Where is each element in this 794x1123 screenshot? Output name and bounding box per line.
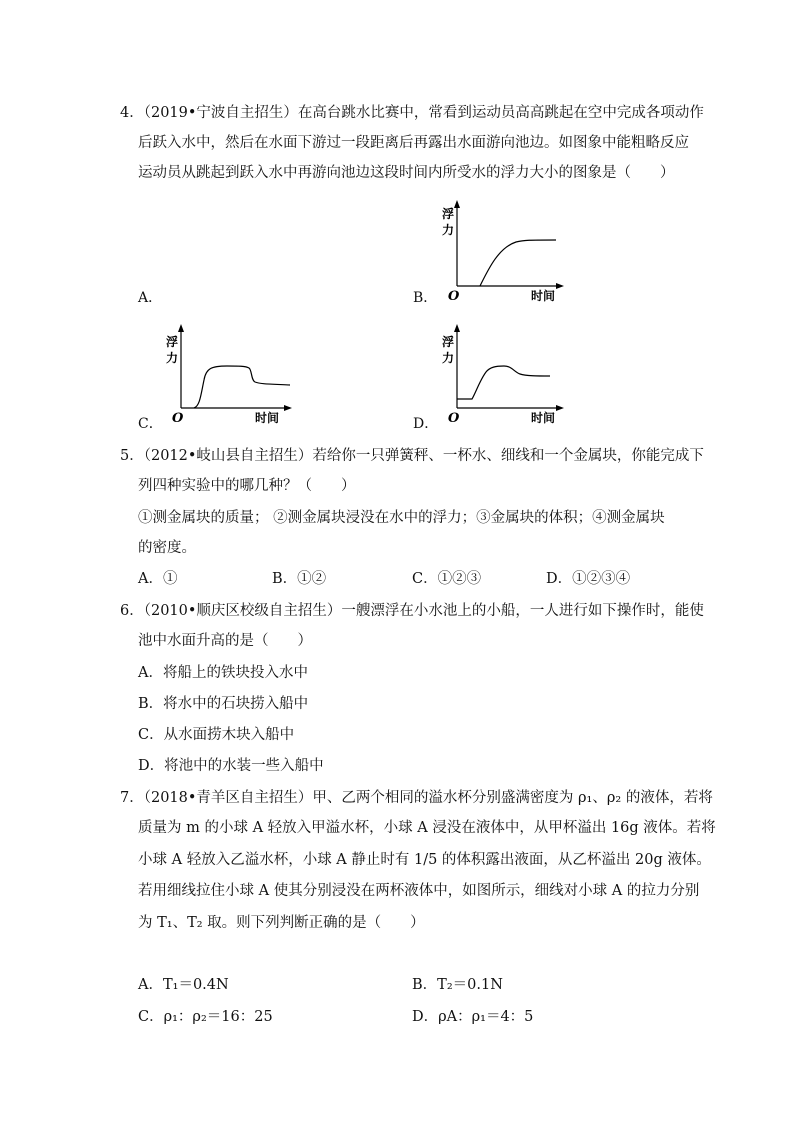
- q7-option-d: D．ρA：ρ₁＝4：5: [412, 1009, 534, 1025]
- q4-option-d-label: D．: [413, 416, 439, 432]
- graph-ylabel-char2: 力: [442, 223, 455, 237]
- q7-option-c: C．ρ₁：ρ₂＝16：25: [138, 1009, 273, 1025]
- graph-xlabel: 时间: [531, 289, 556, 303]
- q5-line-2: 列四种实验中的哪几种？（ ）: [138, 478, 356, 494]
- graph-ylabel-char1: 浮: [442, 335, 455, 349]
- q4-line-3: 运动员从跳起到跃入水中再游向池边这段时间内所受水的浮力大小的图象是（ ）: [138, 165, 675, 181]
- q4-line-1: 4．（2019•宁波自主招生）在高台跳水比赛中，常看到运动员高高跳起在空中完成各项动作: [120, 105, 704, 121]
- q4-graph-c: [152, 322, 297, 430]
- q6-option-b: B．将水中的石块捞入船中: [138, 696, 309, 712]
- q4-option-a-label: A．: [138, 290, 163, 306]
- q5-line-1: 5．（2012•岐山县自主招生）若给你一只弹簧秤、一杯水、细线和一个金属块，你能完成下: [120, 448, 704, 464]
- q5-option-d: D．①②③④: [546, 571, 631, 587]
- graph-ylabel-char2: 力: [166, 351, 179, 365]
- q6-line-2: 池中水面升高的是（ ）: [138, 633, 312, 649]
- q7-option-a: A．T₁＝0.4N: [138, 977, 229, 993]
- q5-line-4: 的密度。: [138, 540, 196, 556]
- q4-option-c-label: C．: [138, 416, 163, 432]
- q6-option-c: C．从水面捞木块入船中: [138, 727, 295, 743]
- graph-origin: O: [172, 411, 184, 426]
- q5-line-3: ①测金属块的质量； ②测金属块浸没在水中的浮力；③金属块的体积；④测金属块: [138, 510, 665, 526]
- q7-line-2: 质量为 m 的小球 A 轻放入甲溢水杯，小球 A 浸没在液体中，从甲杯溢出 16g 液体。若将: [138, 820, 716, 836]
- q7-line-3: 小球 A 轻放入乙溢水杯，小球 A 静止时有 1/5 的体积露出液面，从乙杯溢出 20g 液体。: [138, 852, 711, 868]
- q4-option-b-label: B．: [413, 290, 438, 306]
- graph-xlabel: 时间: [255, 411, 280, 425]
- q6-line-1: 6．（2010•顺庆区校级自主招生）一艘漂浮在小水池上的小船，一人进行如下操作时，能使: [120, 603, 704, 619]
- q5-option-c: C．①②③: [412, 571, 482, 587]
- q7-line-1: 7．（2018•青羊区自主招生）甲、乙两个相同的溢水杯分别盛满密度为 ρ₁、ρ₂ 的液体，若将: [120, 790, 713, 806]
- graph-ylabel-char1: 浮: [166, 335, 179, 349]
- q4-graph-d: [428, 322, 568, 430]
- q7-line-5: 为 T₁、T₂ 取。则下列判断正确的是（ ）: [138, 915, 425, 931]
- q4-line-2: 后跃入水中，然后在水面下游过一段距离后再露出水面游向池边。如图象中能粗略反应: [138, 135, 689, 151]
- q4-graph-b: [428, 200, 568, 305]
- graph-ylabel-char2: 力: [442, 351, 455, 365]
- q5-option-b: B．①②: [272, 571, 327, 587]
- q6-option-a: A．将船上的铁块投入水中: [138, 665, 308, 681]
- graph-ylabel-char1: 浮: [442, 207, 455, 221]
- graph-origin: O: [448, 411, 460, 426]
- q6-option-d: D．将池中的水装一些入船中: [138, 758, 324, 774]
- graph-xlabel: 时间: [531, 411, 556, 425]
- graph-origin: O: [448, 289, 460, 304]
- q5-option-a: A．①: [138, 571, 178, 587]
- q7-line-4: 若用细线拉住小球 A 使其分别浸没在两杯液体中，如图所示，细线对小球 A 的拉力分别: [138, 883, 700, 899]
- q7-option-b: B．T₂＝0.1N: [412, 977, 503, 993]
